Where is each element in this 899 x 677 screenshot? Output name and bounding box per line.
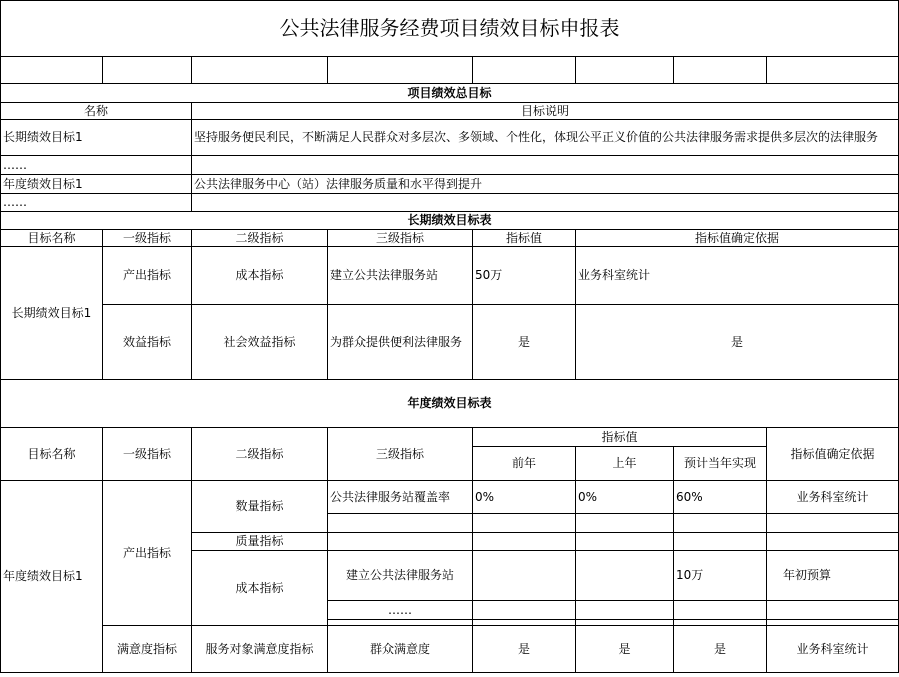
lt-header-basis: 指标值确定依据 xyxy=(576,230,899,247)
empty-cell xyxy=(674,601,767,620)
blank-cell xyxy=(674,57,767,84)
empty-cell xyxy=(328,514,473,533)
empty-cell xyxy=(767,601,899,620)
an-header-prev-year: 前年 xyxy=(473,447,576,481)
an-goal-name: 年度绩效目标1 xyxy=(1,481,103,673)
overall-row xyxy=(1,120,899,156)
long-term-row xyxy=(1,247,899,305)
lt-level2: 成本指标 xyxy=(192,247,328,305)
an-cost-expected: 10万 xyxy=(674,551,767,601)
empty-cell xyxy=(473,533,576,551)
an-header-last-year: 上年 xyxy=(576,447,674,481)
empty-cell xyxy=(576,514,674,533)
blank-cell xyxy=(767,57,899,84)
lt-level1: 产出指标 xyxy=(103,247,192,305)
an-quality-level2: 质量指标 xyxy=(192,533,328,551)
blank-row xyxy=(1,57,899,84)
overall-col-desc: 目标说明 xyxy=(192,103,899,120)
empty-cell xyxy=(473,551,576,601)
overall-row xyxy=(1,175,899,194)
blank-cell xyxy=(473,57,576,84)
empty-cell xyxy=(674,514,767,533)
lt-level3: 建立公共法律服务站 xyxy=(328,247,473,305)
lt-basis: 业务科室统计 xyxy=(576,247,899,305)
overall-row-desc: 公共法律服务中心（站）法律服务质量和水平得到提升 xyxy=(192,175,899,194)
lt-header-level2: 二级指标 xyxy=(192,230,328,247)
an-quantity-basis: 业务科室统计 xyxy=(767,481,899,514)
an-header-level3: 三级指标 xyxy=(328,428,473,481)
lt-basis: 是 xyxy=(576,305,899,380)
long-term-header-row xyxy=(1,230,899,247)
an-satisfaction-level1: 满意度指标 xyxy=(103,626,192,673)
blank-cell xyxy=(103,57,192,84)
overall-row-name: 长期绩效目标1 xyxy=(1,120,192,156)
empty-cell xyxy=(576,601,674,620)
page-title: 公共法律服务经费项目绩效目标申报表 xyxy=(1,1,899,57)
an-satisfaction-basis: 业务科室统计 xyxy=(767,626,899,673)
blank-cell xyxy=(576,57,674,84)
annual-row xyxy=(1,626,899,673)
overall-row-desc xyxy=(192,194,899,212)
long-term-heading: 长期绩效目标表 xyxy=(1,212,899,230)
an-header-goal-name: 目标名称 xyxy=(1,428,103,481)
lt-header-goal-name: 目标名称 xyxy=(1,230,103,247)
lt-level2: 社会效益指标 xyxy=(192,305,328,380)
an-quantity-level2: 数量指标 xyxy=(192,481,328,533)
an-quantity-level3: 公共法律服务站覆盖率 xyxy=(328,481,473,514)
an-cost-basis: 年初预算 xyxy=(767,551,899,601)
an-cost-level3: 建立公共法律服务站 xyxy=(328,551,473,601)
an-satisfaction-level2: 服务对象满意度指标 xyxy=(192,626,328,673)
an-satisfaction-last: 是 xyxy=(576,626,674,673)
overall-row xyxy=(1,156,899,175)
an-satisfaction-expected: 是 xyxy=(674,626,767,673)
empty-cell xyxy=(473,601,576,620)
overall-row-name: …… xyxy=(1,194,192,212)
an-satisfaction-level3: 群众满意度 xyxy=(328,626,473,673)
blank-cell xyxy=(192,57,328,84)
overall-row-desc xyxy=(192,156,899,175)
long-term-row xyxy=(1,305,899,380)
an-cost-ellipsis: …… xyxy=(328,601,473,620)
an-header-level1: 一级指标 xyxy=(103,428,192,481)
lt-value: 50万 xyxy=(473,247,576,305)
an-satisfaction-prev: 是 xyxy=(473,626,576,673)
an-header-level2: 二级指标 xyxy=(192,428,328,481)
lt-header-level1: 一级指标 xyxy=(103,230,192,247)
an-header-basis: 指标值确定依据 xyxy=(767,428,899,481)
empty-cell xyxy=(576,533,674,551)
empty-cell xyxy=(328,533,473,551)
lt-level1: 效益指标 xyxy=(103,305,192,380)
empty-cell xyxy=(473,514,576,533)
annual-heading: 年度绩效目标表 xyxy=(1,380,899,428)
blank-cell xyxy=(328,57,473,84)
overall-row-desc: 坚持服务便民利民，不断满足人民群众对多层次、多领域、个性化，体现公平正义价值的公共法律服务需求提供多层次的法律服务 xyxy=(192,120,899,156)
empty-cell xyxy=(674,533,767,551)
an-cost-level2: 成本指标 xyxy=(192,551,328,626)
overall-row xyxy=(1,194,899,212)
an-output-level1: 产出指标 xyxy=(103,481,192,626)
empty-cell xyxy=(767,514,899,533)
an-quantity-prev: 0% xyxy=(473,481,576,514)
lt-value: 是 xyxy=(473,305,576,380)
overall-row-name: 年度绩效目标1 xyxy=(1,175,192,194)
lt-header-value: 指标值 xyxy=(473,230,576,247)
overall-col-name: 名称 xyxy=(1,103,192,120)
annual-header-row xyxy=(1,428,899,447)
overall-heading: 项目绩效总目标 xyxy=(1,84,899,103)
annual-row xyxy=(1,481,899,514)
empty-cell xyxy=(767,533,899,551)
empty-cell xyxy=(576,551,674,601)
blank-cell xyxy=(1,57,103,84)
overall-row-name: …… xyxy=(1,156,192,175)
an-quantity-expected: 60% xyxy=(674,481,767,514)
an-header-expected: 预计当年实现 xyxy=(674,447,767,481)
lt-header-level3: 三级指标 xyxy=(328,230,473,247)
lt-level3: 为群众提供便利法律服务 xyxy=(328,305,473,380)
an-header-value-group: 指标值 xyxy=(473,428,767,447)
lt-goal-name: 长期绩效目标1 xyxy=(1,247,103,380)
an-quantity-last: 0% xyxy=(576,481,674,514)
